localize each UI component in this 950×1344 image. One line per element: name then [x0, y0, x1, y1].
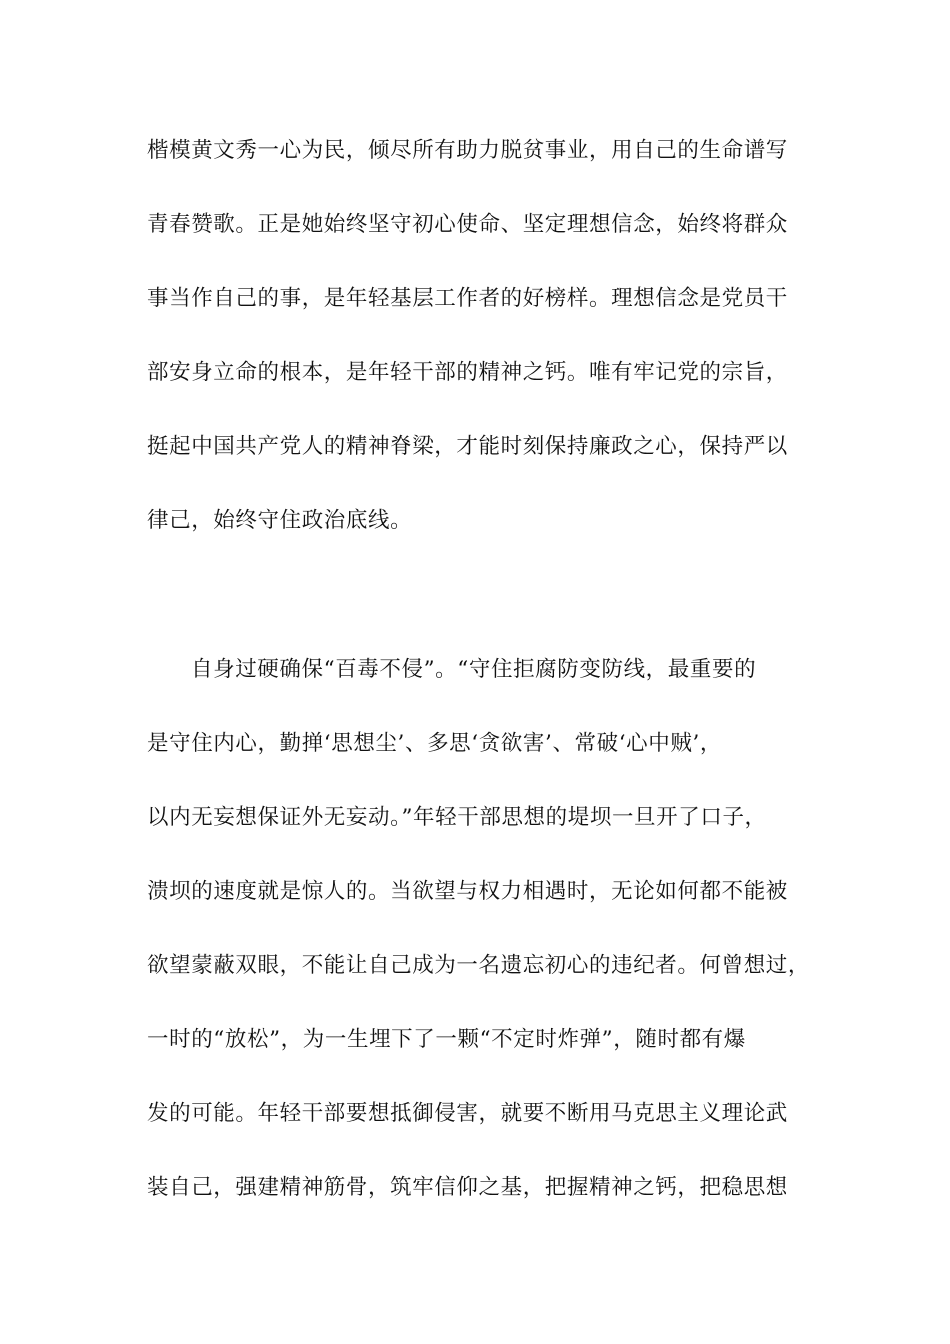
paragraph-heading-line: 自身过硬确保“百毒不侵”。“守住拒腐防变防线，最重要的: [191, 656, 757, 682]
text-line-14: 装自己，强建精神筋骨，筑牢信仰之基，把握精神之钙，把稳思想: [147, 1175, 788, 1201]
text-line-9: 以内无妄想保证外无妄动。”年轻干部思想的堤坝一旦开了口子，: [147, 804, 767, 830]
text-line-12: 一时的“放松”，为一生埋下了一颗“不定时炸弹”，随时都有爆: [147, 1027, 746, 1053]
paragraph-gap: [147, 577, 797, 614]
text-line-11: 欲望蒙蔽双眼，不能让自己成为一名遗忘初心的违纪者。何曾想过，: [147, 953, 811, 979]
text-line-2: 青春赞歌。正是她始终坚守初心使命、坚定理想信念，始终将群众: [147, 212, 788, 238]
text-line-1: 楷模黄文秀一心为民，倾尽所有助力脱贫事业，用自己的生命谱写: [147, 138, 788, 163]
text-line-10: 溃坝的速度就是惊人的。当欲望与权力相遇时，无论如何都不能被: [147, 878, 788, 904]
text-line-6: 律己，始终守住政治底线。: [147, 508, 413, 534]
text-line-5: 挺起中国共产党人的精神脊梁，才能时刻保持廉政之心，保持严以: [147, 434, 788, 460]
text-line-3: 事当作自己的事，是年轻基层工作者的好榜样。理想信念是党员干: [147, 286, 788, 312]
text-line-4: 部安身立命的根本，是年轻干部的精神之钙。唯有牢记党的宗旨，: [147, 360, 788, 386]
text-line-8: 是守住内心，勤掸‘思想尘’、多思‘贪欲害’、常破‘心中贼’，: [147, 730, 723, 756]
text-line-13: 发的可能。年轻干部要想抵御侵害，就要不断用马克思主义理论武: [147, 1101, 788, 1127]
document-body: [147, 132, 811, 1243]
